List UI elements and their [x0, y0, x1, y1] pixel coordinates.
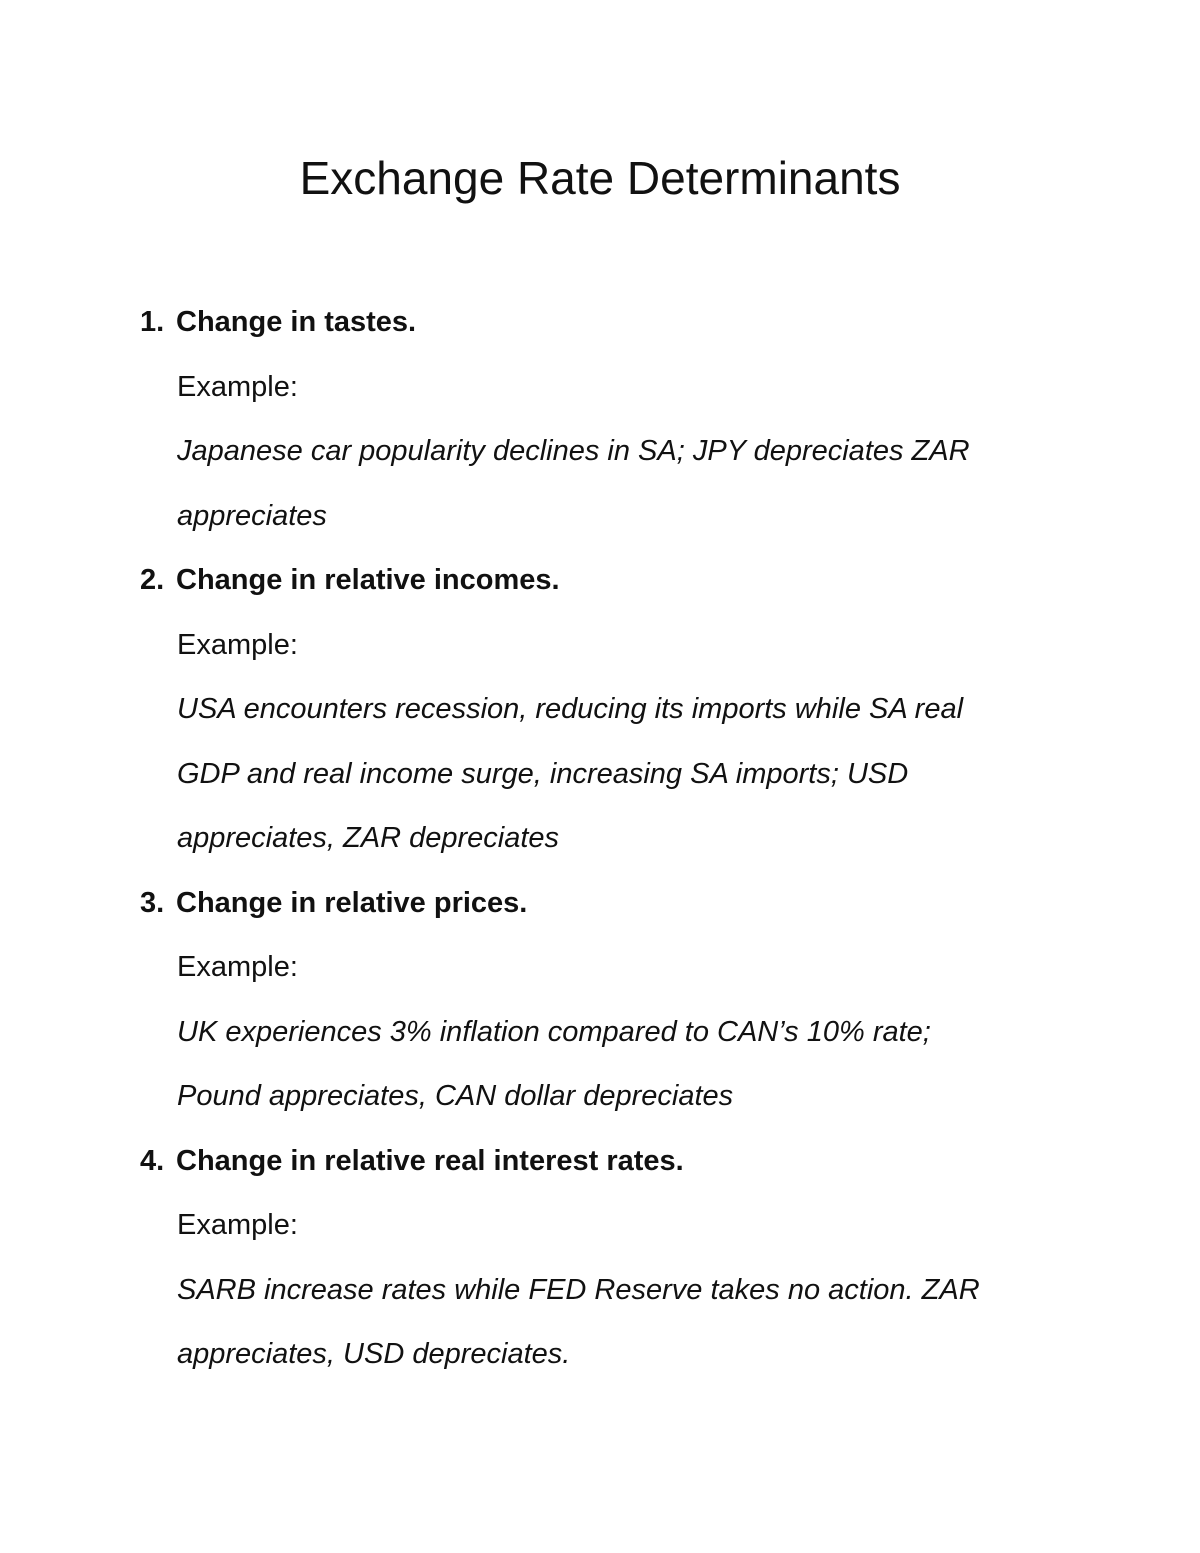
example-text-line: Pound appreciates, CAN dollar depreciates	[177, 1080, 734, 1112]
page-title: Exchange Rate Determinants	[299, 152, 901, 204]
determinant-item	[0, 548, 1200, 871]
example-text-line: appreciates	[177, 499, 327, 532]
example-text-line: appreciates, USD depreciates.	[177, 1338, 571, 1370]
heading-text: Change in relative prices.	[176, 886, 528, 919]
example-label: Example:	[177, 951, 298, 983]
determinant-item	[0, 1129, 1200, 1387]
example-label: Example:	[177, 370, 298, 403]
list-number: 1.	[140, 306, 165, 338]
determinant-item	[0, 871, 1200, 1129]
example-text-line: Japanese car popularity declines in SA; JPY depreciates ZAR	[177, 435, 970, 467]
list-number: 3.	[140, 886, 165, 919]
list-number: 4.	[140, 1144, 165, 1177]
determinant-heading	[0, 548, 1200, 613]
example-text-line: appreciates, ZAR depreciates	[177, 822, 560, 854]
list-number: 2.	[140, 564, 165, 596]
example-label: Example:	[177, 628, 298, 661]
heading-text: Change in tastes.	[176, 306, 417, 338]
determinant-heading	[0, 871, 1200, 936]
example-label: Example:	[177, 1209, 298, 1241]
determinant-heading	[0, 1129, 1200, 1194]
example-text-line: SARB increase rates while FED Reserve takes no action. ZAR	[177, 1273, 980, 1306]
example-text-line: GDP and real income surge, increasing SA imports; USD	[177, 757, 909, 790]
determinant-item	[0, 290, 1200, 548]
example-text-line: UK experiences 3% inflation compared to CAN’s 10% rate;	[177, 1015, 931, 1048]
example-text-line: USA encounters recession, reducing its imports while SA real	[177, 693, 964, 725]
determinant-heading	[0, 290, 1200, 355]
heading-text: Change in relative real interest rates.	[176, 1144, 684, 1177]
determinants-list	[0, 290, 1200, 1387]
heading-text: Change in relative incomes.	[176, 564, 560, 596]
